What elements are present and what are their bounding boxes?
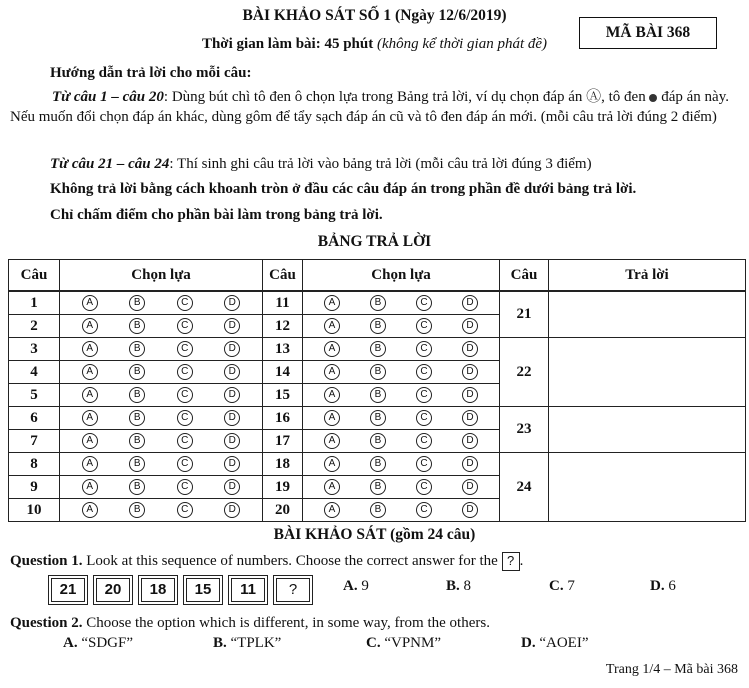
answer-bubble[interactable]: D: [224, 502, 240, 518]
question-number: 6: [9, 407, 60, 430]
choice-cell: [303, 291, 500, 315]
answer-bubble[interactable]: A: [82, 433, 98, 449]
answer-bubble[interactable]: D: [462, 364, 478, 380]
q1-option-c: [549, 578, 575, 595]
choice-cell: [303, 338, 500, 361]
instruction-1: [10, 87, 738, 127]
question-2-label: Question 2.: [10, 615, 83, 631]
answer-bubble[interactable]: A: [82, 456, 98, 472]
answer-bubble[interactable]: A: [324, 295, 340, 311]
header-cau-2: Câu: [263, 260, 303, 292]
answer-bubble[interactable]: C: [416, 410, 432, 426]
answer-bubble[interactable]: A: [82, 502, 98, 518]
q2-option-c: [366, 635, 441, 652]
answer-bubble[interactable]: C: [177, 502, 193, 518]
answer-bubble[interactable]: D: [224, 341, 240, 357]
instruction-2-lead: Từ câu 21 – câu 24: [50, 156, 170, 172]
option-letter: A.: [63, 635, 78, 651]
choice-cell: [60, 361, 263, 384]
question-number: 18: [263, 453, 303, 476]
answer-bubble[interactable]: B: [129, 502, 145, 518]
answer-bubble[interactable]: C: [416, 479, 432, 495]
answer-bubble[interactable]: A: [324, 410, 340, 426]
answer-bubble[interactable]: A: [82, 341, 98, 357]
header-cau-1: Câu: [9, 260, 60, 292]
answer-bubble[interactable]: C: [416, 364, 432, 380]
answer-bubble[interactable]: B: [370, 410, 386, 426]
sequence-item: 20: [96, 578, 130, 602]
filled-bubble-icon: [649, 94, 657, 102]
answer-bubble[interactable]: D: [462, 433, 478, 449]
question-1: [10, 552, 523, 571]
answer-bubble[interactable]: B: [129, 387, 145, 403]
sequence-item: ?: [276, 578, 310, 602]
answer-bubble[interactable]: B: [370, 502, 386, 518]
question-1-label: Question 1.: [10, 552, 83, 569]
option-value: “SDGF”: [77, 635, 134, 651]
answer-bubble[interactable]: D: [224, 433, 240, 449]
sequence-item: 21: [51, 578, 85, 602]
answer-bubble[interactable]: D: [224, 364, 240, 380]
answer-bubble[interactable]: C: [177, 479, 193, 495]
choice-cell: [60, 291, 263, 315]
answer-bubble[interactable]: D: [224, 479, 240, 495]
answer-bubble[interactable]: C: [177, 433, 193, 449]
choice-cell: [303, 499, 500, 522]
answer-bubble[interactable]: D: [224, 387, 240, 403]
answer-bubble[interactable]: D: [462, 479, 478, 495]
instruction-1-lead: Từ câu 1 – câu 20: [52, 89, 164, 105]
answer-bubble[interactable]: B: [370, 318, 386, 334]
question-number: 17: [263, 430, 303, 453]
sequence-item: 15: [186, 578, 220, 602]
answer-bubble[interactable]: A: [324, 456, 340, 472]
instruction-2: [50, 154, 749, 174]
answer-bubble[interactable]: B: [129, 433, 145, 449]
exam-title: BÀI KHẢO SÁT SỐ 1 (Ngày 12/6/2019): [242, 7, 507, 24]
answer-bubble[interactable]: D: [462, 341, 478, 357]
question-number: 1: [9, 291, 60, 315]
choice-cell: [303, 315, 500, 338]
question-1-text: Look at this sequence of numbers. Choose the correct answer for the: [82, 552, 498, 569]
question-number: 4: [9, 361, 60, 384]
choice-cell: [60, 384, 263, 407]
instruction-2-text: : Thí sinh ghi câu trả lời vào bảng trả lời (mỗi câu trả lời đúng 3 điểm): [169, 156, 592, 172]
answer-bubble[interactable]: C: [416, 456, 432, 472]
question-number: 21: [500, 291, 549, 338]
answer-field[interactable]: [549, 291, 746, 338]
header-answer: Trả lời: [549, 260, 746, 292]
choice-cell: [60, 476, 263, 499]
answer-bubble[interactable]: B: [370, 456, 386, 472]
answer-bubble[interactable]: A: [82, 479, 98, 495]
answer-bubble[interactable]: B: [129, 364, 145, 380]
q2-option-a: [63, 635, 133, 652]
q1-option-a: [343, 578, 369, 595]
answer-bubble[interactable]: A: [82, 295, 98, 311]
answer-bubble[interactable]: C: [177, 387, 193, 403]
answer-bubble[interactable]: C: [177, 341, 193, 357]
option-letter: B.: [213, 635, 227, 651]
answer-bubble[interactable]: B: [370, 387, 386, 403]
instructions-heading: Hướng dẫn trả lời cho mỗi câu:: [50, 65, 252, 81]
answer-bubble[interactable]: B: [129, 295, 145, 311]
number-sequence: [48, 575, 313, 605]
answer-bubble[interactable]: C: [177, 410, 193, 426]
choice-cell: [60, 499, 263, 522]
question-number: 24: [500, 453, 549, 522]
answer-bubble[interactable]: A: [324, 433, 340, 449]
choice-cell: [60, 407, 263, 430]
question-number: 23: [500, 407, 549, 453]
exam-code: MÃ BÀI 368: [579, 17, 717, 49]
answer-bubble[interactable]: B: [370, 479, 386, 495]
option-value: 6: [664, 578, 676, 594]
option-value: 9: [357, 578, 369, 594]
answer-bubble[interactable]: A: [324, 387, 340, 403]
answer-bubble[interactable]: A: [82, 318, 98, 334]
option-letter: B.: [446, 578, 460, 594]
answer-bubble[interactable]: D: [224, 318, 240, 334]
question-number: 22: [500, 338, 549, 407]
answer-bubble[interactable]: C: [177, 456, 193, 472]
answer-bubble[interactable]: D: [224, 295, 240, 311]
instruction-3: Không trả lời bằng cách khoanh tròn ở đầu các câu đáp án trong phần đề dưới bảng trả lời.: [50, 181, 637, 197]
choice-cell: [303, 361, 500, 384]
option-value: “AOEI”: [535, 635, 589, 651]
question-number: 9: [9, 476, 60, 499]
choice-cell: [303, 476, 500, 499]
option-letter: C.: [549, 578, 564, 594]
sequence-item: 11: [231, 578, 265, 602]
answer-bubble[interactable]: A: [324, 502, 340, 518]
answer-bubble[interactable]: C: [416, 341, 432, 357]
choice-cell: [60, 338, 263, 361]
answer-bubble[interactable]: C: [416, 433, 432, 449]
option-letter: D.: [650, 578, 665, 594]
answer-bubble[interactable]: B: [370, 341, 386, 357]
header-choice-1: Chọn lựa: [60, 260, 263, 292]
question-number: 20: [263, 499, 303, 522]
answer-bubble[interactable]: B: [129, 410, 145, 426]
option-value: “TPLK”: [226, 635, 282, 651]
choice-cell: [303, 384, 500, 407]
answer-bubble[interactable]: A: [82, 364, 98, 380]
question-number: 5: [9, 384, 60, 407]
answer-bubble[interactable]: B: [129, 456, 145, 472]
q2-option-b: [213, 635, 281, 652]
answer-bubble[interactable]: B: [129, 318, 145, 334]
answer-table-title: BẢNG TRẢ LỜI: [317, 233, 432, 250]
sequence-item: 18: [141, 578, 175, 602]
answer-bubble[interactable]: B: [370, 364, 386, 380]
answer-bubble[interactable]: D: [462, 295, 478, 311]
question-number: 10: [9, 499, 60, 522]
q2-option-d: [521, 635, 588, 652]
instruction-1-cont: đáp án này. Nếu muốn đổi chọn đáp án khác, dùng gôm để tẩy sạch đáp án cũ và tô đen đáp án mới. (mỗi câu trả lời đúng 2 điểm): [10, 89, 729, 125]
option-value: 8: [459, 578, 472, 594]
answer-bubble[interactable]: D: [462, 456, 478, 472]
choice-cell: [60, 453, 263, 476]
answer-bubble[interactable]: C: [416, 295, 432, 311]
q1-option-b: [446, 578, 471, 595]
answer-bubble[interactable]: D: [462, 502, 478, 518]
option-value: “VPNM”: [380, 635, 442, 651]
answer-bubble[interactable]: B: [129, 341, 145, 357]
question-number: 14: [263, 361, 303, 384]
answer-field[interactable]: [549, 453, 746, 522]
answer-table: [8, 259, 746, 522]
answer-bubble[interactable]: C: [416, 502, 432, 518]
question-number: 7: [9, 430, 60, 453]
question-number: 3: [9, 338, 60, 361]
question-number: 16: [263, 407, 303, 430]
question-number: 19: [263, 476, 303, 499]
instruction-1-text: : Dùng bút chì tô đen ô chọn lựa trong Bảng trả lời, ví dụ chọn đáp án Ⓐ, tô đen: [163, 89, 646, 105]
question-number: 8: [9, 453, 60, 476]
answer-bubble[interactable]: C: [177, 364, 193, 380]
question-1-end: .: [519, 552, 524, 569]
question-number: 2: [9, 315, 60, 338]
answer-bubble[interactable]: B: [129, 479, 145, 495]
time-label: Thời gian làm bài: 45 phút: [201, 36, 374, 52]
answer-bubble[interactable]: C: [416, 387, 432, 403]
answer-bubble[interactable]: D: [224, 410, 240, 426]
answer-bubble[interactable]: A: [324, 318, 340, 334]
answer-bubble[interactable]: D: [462, 410, 478, 426]
header-cau-3: Câu: [500, 260, 549, 292]
answer-bubble[interactable]: C: [177, 295, 193, 311]
option-letter: C.: [366, 635, 381, 651]
answer-field[interactable]: [549, 407, 746, 453]
choice-cell: [303, 453, 500, 476]
answer-bubble[interactable]: D: [462, 318, 478, 334]
answer-bubble[interactable]: B: [370, 433, 386, 449]
answer-bubble[interactable]: D: [462, 387, 478, 403]
question-number: 11: [263, 291, 303, 315]
choice-cell: [303, 430, 500, 453]
survey-title: BÀI KHẢO SÁT (gồm 24 câu): [273, 526, 476, 543]
question-mark-box: ?: [502, 552, 520, 571]
header-choice-2: Chọn lựa: [303, 260, 500, 292]
option-letter: D.: [521, 635, 536, 651]
answer-bubble[interactable]: C: [177, 318, 193, 334]
choice-cell: [60, 430, 263, 453]
answer-bubble[interactable]: A: [82, 387, 98, 403]
question-number: 12: [263, 315, 303, 338]
answer-field[interactable]: [549, 338, 746, 407]
instruction-4: Chỉ chấm điểm cho phần bài làm trong bảng trả lời.: [50, 207, 383, 223]
page-footer: Trang 1/4 – Mã bài 368: [605, 662, 738, 677]
answer-bubble[interactable]: D: [224, 456, 240, 472]
time-note: (không kể thời gian phát đề): [376, 36, 548, 52]
choice-cell: [303, 407, 500, 430]
question-2-text: Choose the option which is different, in some way, from the others.: [82, 615, 490, 631]
question-number: 13: [263, 338, 303, 361]
answer-bubble[interactable]: A: [324, 341, 340, 357]
question-number: 15: [263, 384, 303, 407]
answer-bubble[interactable]: C: [416, 318, 432, 334]
option-value: 7: [563, 578, 575, 594]
q1-option-d: [650, 578, 676, 595]
answer-bubble[interactable]: A: [324, 479, 340, 495]
answer-bubble[interactable]: A: [324, 364, 340, 380]
option-letter: A.: [343, 578, 358, 594]
choice-cell: [60, 315, 263, 338]
answer-bubble[interactable]: B: [370, 295, 386, 311]
question-2: [10, 615, 490, 632]
answer-bubble[interactable]: A: [82, 410, 98, 426]
